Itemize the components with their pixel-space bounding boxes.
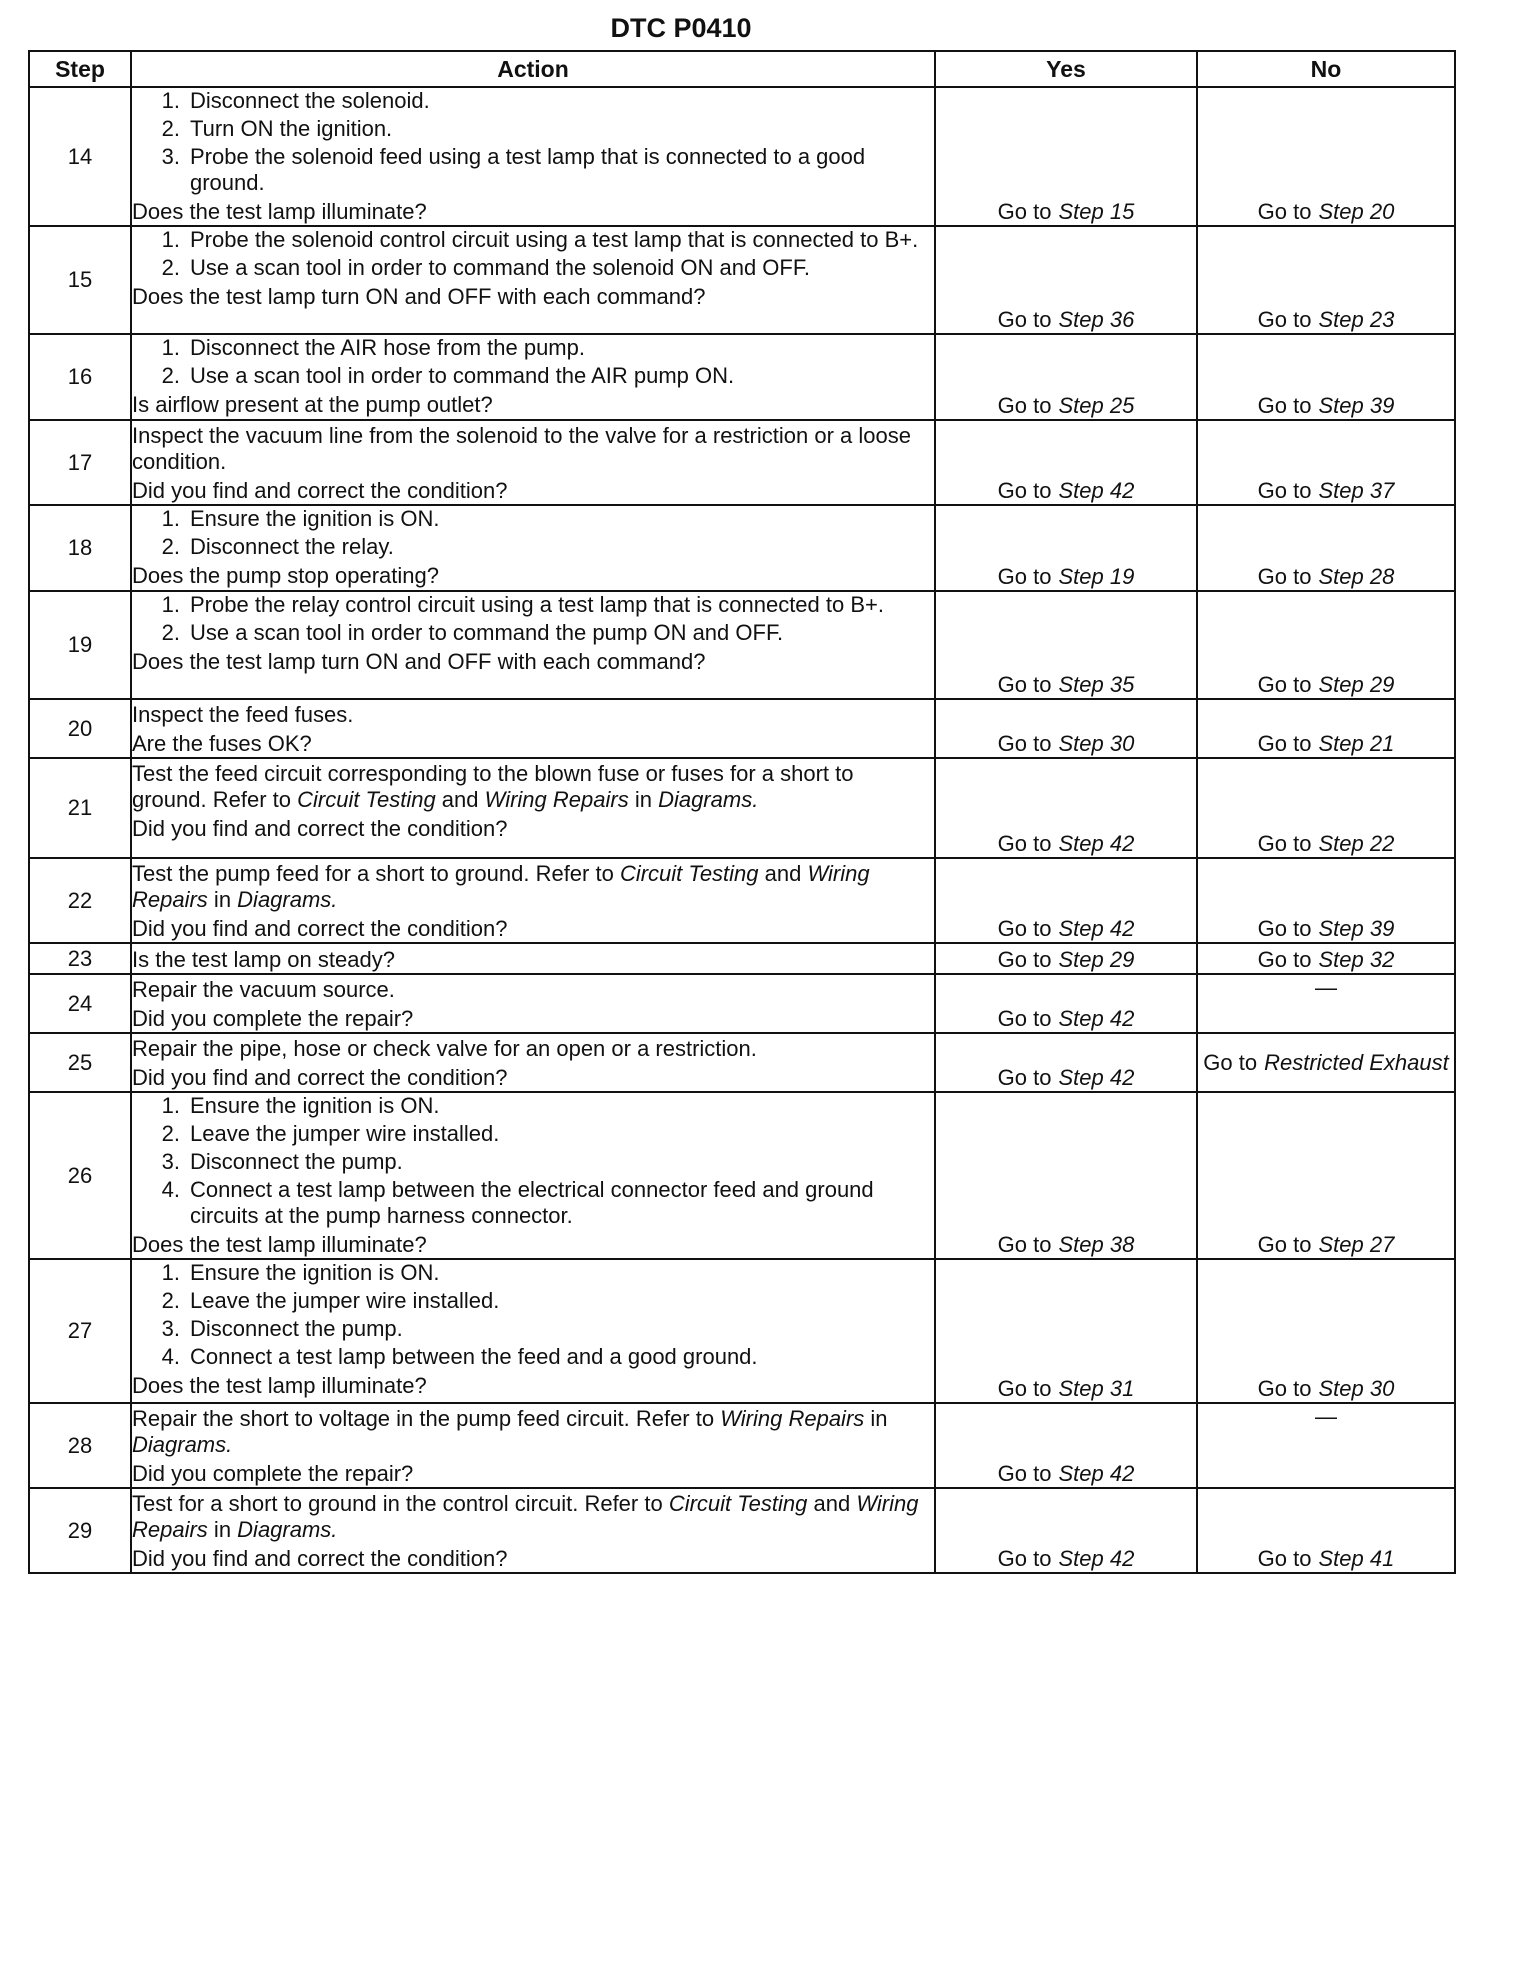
action-reference: Wiring Repairs: [484, 787, 629, 812]
step-number: 28: [29, 1403, 131, 1488]
yes-cell: [935, 505, 1197, 591]
yes-goto-prefix: Go to: [997, 478, 1052, 503]
action-cell: [131, 1403, 935, 1488]
action-text: [132, 702, 934, 728]
action-question: Is the test lamp on steady?: [132, 947, 395, 972]
no-cell: [1197, 699, 1455, 758]
yes-goto-target: Step 42: [1058, 1461, 1135, 1486]
step-number: 24: [29, 974, 131, 1033]
no-goto-target: Step 22: [1318, 831, 1395, 856]
yes-goto-prefix: Go to: [997, 947, 1052, 972]
substep-number: 1.: [161, 88, 180, 113]
table-row: [29, 505, 1455, 591]
yes-goto-prefix: Go to: [997, 1006, 1052, 1031]
step-number: 22: [29, 858, 131, 943]
no-goto-target: Step 28: [1318, 564, 1395, 589]
action-cell: [131, 226, 935, 334]
no-goto-prefix: Go to: [1257, 947, 1312, 972]
table-row: [29, 334, 1455, 420]
substep-number: 2.: [161, 116, 180, 141]
table-header-row: [29, 51, 1455, 87]
step-number: 18: [29, 505, 131, 591]
no-cell: [1197, 420, 1455, 505]
no-cell: [1197, 1259, 1455, 1403]
substep-item: [132, 1344, 934, 1370]
yes-goto-prefix: Go to: [997, 1461, 1052, 1486]
action-text: [132, 761, 934, 813]
action-text-segment: and: [758, 861, 808, 886]
action-text-segment: Test the pump feed for a short to ground. Refer to: [132, 861, 620, 886]
yes-goto-target: Step 19: [1058, 564, 1135, 589]
yes-cell: [935, 1092, 1197, 1259]
no-goto-prefix: Go to: [1257, 1546, 1312, 1571]
action-text-segment: in: [207, 887, 238, 912]
yes-goto-target: Step 29: [1058, 947, 1135, 972]
header-no: No: [1197, 51, 1455, 87]
action-cell: [131, 334, 935, 420]
substep-number: 2.: [161, 1121, 180, 1146]
step-number: 27: [29, 1259, 131, 1403]
substep-item: [132, 363, 934, 389]
yes-goto-prefix: Go to: [997, 1546, 1052, 1571]
step-number: 14: [29, 87, 131, 226]
action-question: Does the test lamp illuminate?: [132, 199, 427, 224]
no-goto-prefix: Go to: [1257, 831, 1312, 856]
action-cell: [131, 87, 935, 226]
yes-goto-target: Step 42: [1058, 831, 1135, 856]
yes-cell: [935, 1403, 1197, 1488]
header-step: Step: [29, 51, 131, 87]
no-goto-target: Restricted Exhaust: [1264, 1049, 1449, 1075]
substep-item: [132, 227, 934, 253]
no-goto-target: Step 23: [1318, 307, 1395, 332]
yes-goto-target: Step 42: [1058, 1065, 1135, 1090]
no-cell: [1197, 1092, 1455, 1259]
substep-text: Leave the jumper wire installed.: [190, 1121, 500, 1146]
action-reference: Wiring Repairs: [720, 1406, 865, 1431]
no-cell: [1197, 974, 1455, 1033]
action-question: Did you find and correct the condition?: [132, 478, 508, 503]
action-text: [132, 861, 934, 913]
no-goto-prefix: Go to: [1257, 564, 1312, 589]
no-cell: [1197, 1488, 1455, 1573]
no-goto-prefix: Go to: [1257, 478, 1312, 503]
step-number: 21: [29, 758, 131, 858]
action-text-segment: in: [207, 1517, 238, 1542]
action-cell: [131, 420, 935, 505]
substep-item: [132, 88, 934, 114]
action-question: Did you complete the repair?: [132, 1461, 414, 1486]
no-dash: —: [1315, 975, 1337, 1000]
substep-text: Use a scan tool in order to command the solenoid ON and OFF.: [190, 255, 810, 280]
substep-number: 2.: [161, 1288, 180, 1313]
substep-text: Leave the jumper wire installed.: [190, 1288, 500, 1313]
substep-text: Ensure the ignition is ON.: [190, 506, 440, 531]
substep-item: [132, 1149, 934, 1175]
yes-cell: [935, 974, 1197, 1033]
action-cell: [131, 1092, 935, 1259]
yes-goto-prefix: Go to: [997, 831, 1052, 856]
substep-text: Disconnect the pump.: [190, 1149, 403, 1174]
action-text-segment: Test for a short to ground in the control circuit. Refer to: [132, 1491, 669, 1516]
substep-text: Ensure the ignition is ON.: [190, 1093, 440, 1118]
substep-list: [132, 1093, 934, 1229]
substep-number: 1.: [161, 592, 180, 617]
table-row: [29, 226, 1455, 334]
no-cell: [1197, 1403, 1455, 1488]
table-row: [29, 591, 1455, 699]
no-cell: [1197, 334, 1455, 420]
table-row: [29, 87, 1455, 226]
action-reference: Circuit Testing: [619, 861, 759, 886]
yes-goto-target: Step 31: [1058, 1376, 1135, 1401]
step-number: 25: [29, 1033, 131, 1092]
substep-item: [132, 592, 934, 618]
substep-text: Probe the relay control circuit using a test lamp that is connected to B+.: [190, 592, 884, 617]
no-goto-target: Step 32: [1318, 947, 1395, 972]
substep-item: [132, 506, 934, 532]
table-row: [29, 858, 1455, 943]
substep-text: Use a scan tool in order to command the pump ON and OFF.: [190, 620, 784, 645]
substep-text: Disconnect the solenoid.: [190, 88, 430, 113]
no-goto-prefix: Go to: [1257, 393, 1312, 418]
no-cell: [1197, 226, 1455, 334]
action-question: Did you find and correct the condition?: [132, 916, 508, 941]
yes-goto-prefix: Go to: [997, 1065, 1052, 1090]
action-cell: [131, 1488, 935, 1573]
action-text-segment: Test the feed circuit corresponding to the blown fuse or fuses for a short to ground. Refer to: [132, 761, 854, 812]
action-question: Does the pump stop operating?: [132, 563, 439, 588]
substep-item: [132, 1177, 934, 1229]
substep-number: 4.: [161, 1177, 180, 1202]
action-text: [132, 423, 934, 475]
step-number: 17: [29, 420, 131, 505]
substep-number: 3.: [161, 1316, 180, 1341]
table-row: [29, 1403, 1455, 1488]
yes-goto-prefix: Go to: [997, 307, 1052, 332]
substep-item: [132, 1316, 934, 1342]
yes-cell: [935, 1033, 1197, 1092]
yes-cell: [935, 226, 1197, 334]
no-goto-target: Step 39: [1318, 916, 1395, 941]
action-question: Did you find and correct the condition?: [132, 1546, 508, 1571]
yes-goto-target: Step 15: [1058, 199, 1135, 224]
table-row: [29, 1033, 1455, 1092]
table-row: [29, 1092, 1455, 1259]
yes-goto-target: Step 35: [1058, 672, 1135, 697]
substep-number: 1.: [161, 227, 180, 252]
header-yes: Yes: [935, 51, 1197, 87]
substep-number: 1.: [161, 506, 180, 531]
yes-goto-prefix: Go to: [997, 731, 1052, 756]
table-row: [29, 1259, 1455, 1403]
no-goto-target: Step 29: [1318, 672, 1395, 697]
action-question: Did you complete the repair?: [132, 1006, 414, 1031]
step-number: 26: [29, 1092, 131, 1259]
action-question: Does the test lamp turn ON and OFF with each command?: [132, 284, 706, 309]
substep-item: [132, 620, 934, 646]
no-goto-prefix: Go to: [1257, 307, 1312, 332]
no-goto-prefix: Go to: [1203, 1049, 1258, 1075]
no-goto-target: Step 20: [1318, 199, 1395, 224]
substep-number: 2.: [161, 620, 180, 645]
substep-number: 1.: [161, 1260, 180, 1285]
step-number: 15: [29, 226, 131, 334]
yes-goto-prefix: Go to: [997, 199, 1052, 224]
yes-goto-prefix: Go to: [997, 1232, 1052, 1257]
no-goto-target: Step 39: [1318, 393, 1395, 418]
table-row: [29, 974, 1455, 1033]
no-goto-target: Step 21: [1318, 731, 1395, 756]
action-text-segment: Repair the vacuum source.: [132, 977, 395, 1002]
action-question: Are the fuses OK?: [132, 731, 312, 756]
substep-number: 4.: [161, 1344, 180, 1369]
substep-item: [132, 335, 934, 361]
action-question: Did you find and correct the condition?: [132, 816, 508, 841]
yes-goto-target: Step 30: [1058, 731, 1135, 756]
action-question: Does the test lamp illuminate?: [132, 1232, 427, 1257]
yes-cell: [935, 699, 1197, 758]
yes-goto-target: Step 38: [1058, 1232, 1135, 1257]
no-dash: —: [1315, 1404, 1337, 1429]
yes-goto-prefix: Go to: [997, 1376, 1052, 1401]
no-goto-target: Step 37: [1318, 478, 1395, 503]
no-goto-prefix: Go to: [1257, 199, 1312, 224]
yes-goto-prefix: Go to: [997, 672, 1052, 697]
substep-text: Probe the solenoid feed using a test lamp that is connected to a good ground.: [190, 144, 866, 195]
action-text-segment: in: [864, 1406, 888, 1431]
substep-text: Disconnect the pump.: [190, 1316, 403, 1341]
substep-list: [132, 1260, 934, 1370]
no-goto-target: Step 27: [1318, 1232, 1395, 1257]
action-reference: Wiring Repairs: [132, 1491, 919, 1542]
yes-goto-target: Step 42: [1058, 478, 1135, 503]
substep-item: [132, 534, 934, 560]
diagnostic-table: [28, 50, 1456, 1574]
yes-cell: [935, 1488, 1197, 1573]
substep-number: 1.: [161, 1093, 180, 1118]
substep-item: [132, 255, 934, 281]
action-text-segment: and: [807, 1491, 857, 1516]
no-goto-prefix: Go to: [1257, 731, 1312, 756]
no-goto-target: Step 30: [1318, 1376, 1395, 1401]
document-title: DTC P0410: [610, 13, 752, 43]
action-text: [132, 1036, 934, 1062]
action-text: [132, 1491, 934, 1543]
no-cell: [1197, 758, 1455, 858]
yes-cell: [935, 420, 1197, 505]
step-number: 20: [29, 699, 131, 758]
action-reference: Circuit Testing: [297, 787, 436, 812]
action-text-segment: Repair the short to voltage in the pump feed circuit. Refer to: [132, 1406, 721, 1431]
substep-item: [132, 116, 934, 142]
action-text-segment: and: [435, 787, 485, 812]
no-cell: [1197, 943, 1455, 974]
action-question: Does the test lamp turn ON and OFF with each command?: [132, 649, 706, 674]
substep-text: Disconnect the AIR hose from the pump.: [190, 335, 585, 360]
action-reference: Diagrams.: [237, 1517, 338, 1542]
substep-list: [132, 227, 934, 281]
action-cell: [131, 591, 935, 699]
yes-cell: [935, 591, 1197, 699]
substep-item: [132, 144, 934, 196]
action-reference: Diagrams.: [658, 787, 759, 812]
table-row: [29, 420, 1455, 505]
no-cell: [1197, 858, 1455, 943]
action-text-segment: Inspect the feed fuses.: [132, 702, 354, 727]
no-goto-prefix: Go to: [1257, 1232, 1312, 1257]
no-cell: [1197, 87, 1455, 226]
yes-cell: [935, 758, 1197, 858]
action-cell: [131, 1033, 935, 1092]
yes-goto-prefix: Go to: [997, 564, 1052, 589]
step-number: 23: [29, 943, 131, 974]
yes-goto-target: Step 25: [1058, 393, 1135, 418]
action-reference: Circuit Testing: [668, 1491, 808, 1516]
yes-cell: [935, 943, 1197, 974]
no-goto-prefix: Go to: [1257, 916, 1312, 941]
action-cell: [131, 858, 935, 943]
yes-cell: [935, 334, 1197, 420]
substep-item: [132, 1260, 934, 1286]
action-text-segment: in: [628, 787, 659, 812]
action-cell: [131, 943, 935, 974]
action-question: Did you find and correct the condition?: [132, 1065, 508, 1090]
substep-list: [132, 592, 934, 646]
action-text-segment: Inspect the vacuum line from the solenoid to the valve for a restriction or a loose condition.: [132, 423, 911, 474]
action-text: [132, 1406, 934, 1458]
substep-number: 2.: [161, 255, 180, 280]
substep-text: Turn ON the ignition.: [190, 116, 393, 141]
table-row: [29, 943, 1455, 974]
action-reference: Diagrams.: [132, 1432, 233, 1457]
action-text: [132, 977, 934, 1003]
yes-goto-target: Step 42: [1058, 1546, 1135, 1571]
yes-cell: [935, 858, 1197, 943]
substep-text: Ensure the ignition is ON.: [190, 1260, 440, 1285]
yes-goto-prefix: Go to: [997, 393, 1052, 418]
substep-list: [132, 88, 934, 196]
substep-list: [132, 335, 934, 389]
substep-item: [132, 1093, 934, 1119]
table-row: [29, 699, 1455, 758]
no-cell: [1197, 505, 1455, 591]
yes-goto-target: Step 36: [1058, 307, 1135, 332]
action-reference: Diagrams.: [237, 887, 338, 912]
substep-text: Connect a test lamp between the electrical connector feed and ground circuits at the pump harness connector.: [190, 1177, 874, 1228]
action-question: Does the test lamp illuminate?: [132, 1373, 427, 1398]
substep-text: Connect a test lamp between the feed and a good ground.: [190, 1344, 758, 1369]
substep-number: 3.: [161, 144, 180, 169]
action-reference: Wiring Repairs: [132, 861, 870, 912]
no-goto-target: Step 41: [1318, 1546, 1395, 1571]
substep-number: 2.: [161, 363, 180, 388]
substep-item: [132, 1288, 934, 1314]
substep-text: Disconnect the relay.: [190, 534, 394, 559]
action-cell: [131, 758, 935, 858]
table-row: [29, 1488, 1455, 1573]
yes-goto-target: Step 42: [1058, 916, 1135, 941]
table-body: [29, 87, 1455, 1573]
no-cell: [1197, 1033, 1455, 1092]
action-cell: [131, 1259, 935, 1403]
yes-goto-prefix: Go to: [997, 916, 1052, 941]
no-goto-prefix: Go to: [1257, 1376, 1312, 1401]
action-text-segment: Repair the pipe, hose or check valve for an open or a restriction.: [132, 1036, 757, 1061]
no-goto-prefix: Go to: [1257, 672, 1312, 697]
substep-list: [132, 506, 934, 560]
header-action: Action: [131, 51, 935, 87]
no-cell: [1197, 591, 1455, 699]
step-number: 19: [29, 591, 131, 699]
substep-number: 3.: [161, 1149, 180, 1174]
action-question: Is airflow present at the pump outlet?: [132, 392, 493, 417]
yes-cell: [935, 1259, 1197, 1403]
yes-goto-target: Step 42: [1058, 1006, 1135, 1031]
step-number: 29: [29, 1488, 131, 1573]
substep-number: 2.: [161, 534, 180, 559]
substep-text: Probe the solenoid control circuit using a test lamp that is connected to B+.: [190, 227, 919, 252]
substep-item: [132, 1121, 934, 1147]
yes-cell: [935, 87, 1197, 226]
step-number: 16: [29, 334, 131, 420]
action-cell: [131, 699, 935, 758]
table-row: [29, 758, 1455, 858]
substep-number: 1.: [161, 335, 180, 360]
substep-text: Use a scan tool in order to command the AIR pump ON.: [190, 363, 735, 388]
action-cell: [131, 505, 935, 591]
action-cell: [131, 974, 935, 1033]
